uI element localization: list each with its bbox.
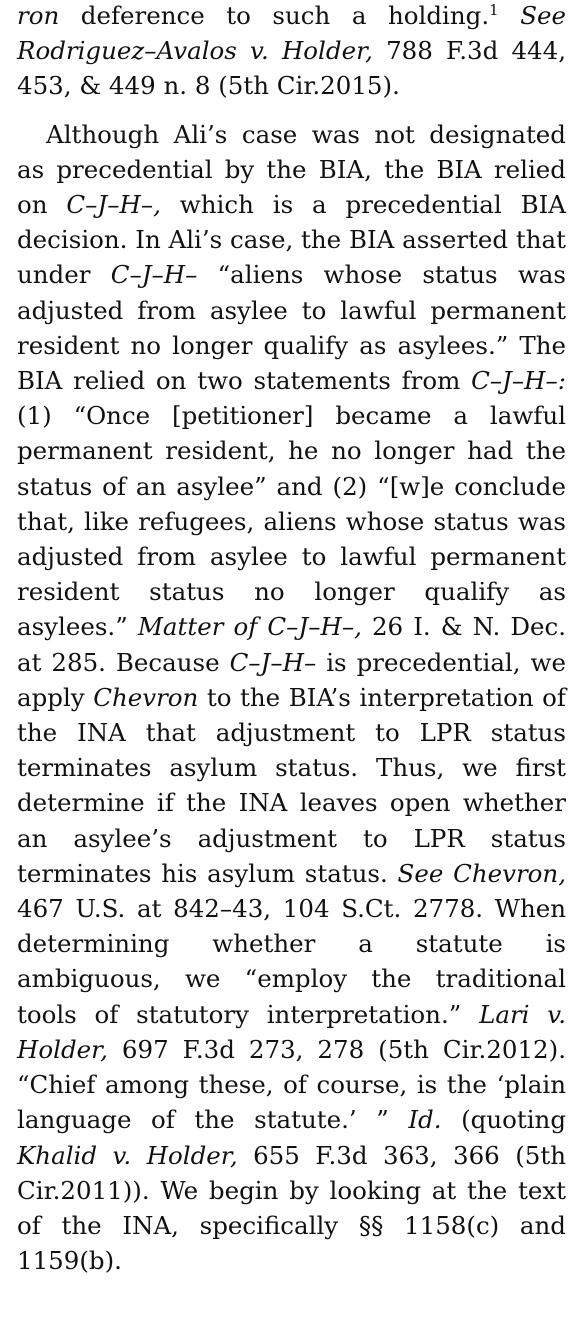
case-name: C–J–H– — [229, 647, 317, 677]
case-name: Khalid v. Holder, — [17, 1140, 238, 1170]
text-run: (quoting — [441, 1105, 566, 1135]
text-run: is precedential, we apply — [17, 647, 566, 712]
text-run — [499, 1, 521, 30]
text-run: (1) “Once [petitioner] became a lawful permanent resident, he no longer had the status of an asylee” and (2) “[w]e conclude that, like refugees, aliens whose status was adjusted from asylee to lawful permanent resident status no longer qualify as asylees.” — [17, 401, 566, 642]
citation-signal: Id. — [408, 1105, 442, 1135]
text-run: 697 F.3d 273, 278 (5th Cir.2012). “Chief among these, of course, is the ‘plain language of the statute.’ ” — [17, 1034, 566, 1135]
case-name: Chevron — [93, 682, 199, 712]
text-run: which is a precedential BIA decision. In Ali’s case, the BIA asserted that under — [17, 190, 566, 290]
text-run: 467 U.S. at 842–43, 104 S.Ct. 2778. When determining whether a statute is ambiguous, we “employ the traditional tools of statutory interpretation.” — [17, 894, 566, 1029]
text-run: ron — [17, 1, 60, 30]
text-run: 788 F.3d 444, 453, & 449 n. 8 (5th Cir.2015). — [17, 36, 567, 101]
text-run: 655 F.3d 363, 366 (5th Cir.2011)). We begin by looking at the text of the INA, specifically §§ 1158(c) and 1159(b). — [17, 1140, 566, 1276]
footnote-marker[interactable]: 1 — [489, 0, 499, 19]
paragraph-body — [17, 117, 566, 1279]
paragraph-continuation — [17, 0, 566, 104]
case-name: C–J–H–: — [471, 366, 566, 396]
text-run: to the BIA’s interpretation of the INA that adjustment to LPR status terminates asylum status. Thus, we first determine if the INA leaves open whether an asylee’s adjustment to LPR status terminates his asylum status. — [17, 682, 566, 888]
case-name: Lari v. Holder, — [17, 999, 566, 1064]
citation-signal: See Chevron, — [397, 858, 566, 888]
text-run: deference to such a holding. — [59, 1, 490, 30]
text-run: 26 I. & N. Dec. at 285. Because — [17, 612, 567, 677]
text-run: “aliens whose status was adjusted from asylee to lawful permanent resident no longer qualify as asylees.” The BIA relied on two statements from — [17, 260, 566, 396]
case-name: C–J–H– — [110, 260, 198, 290]
text-run: Although Ali’s case was not designated as precedential by the BIA, the BIA relied on — [17, 119, 566, 220]
case-name: Matter of C–J–H–, — [137, 612, 362, 642]
case-name: C–J–H–, — [66, 190, 161, 220]
citation-signal: See Rodriguez–Avalos v. Holder, — [17, 1, 566, 66]
